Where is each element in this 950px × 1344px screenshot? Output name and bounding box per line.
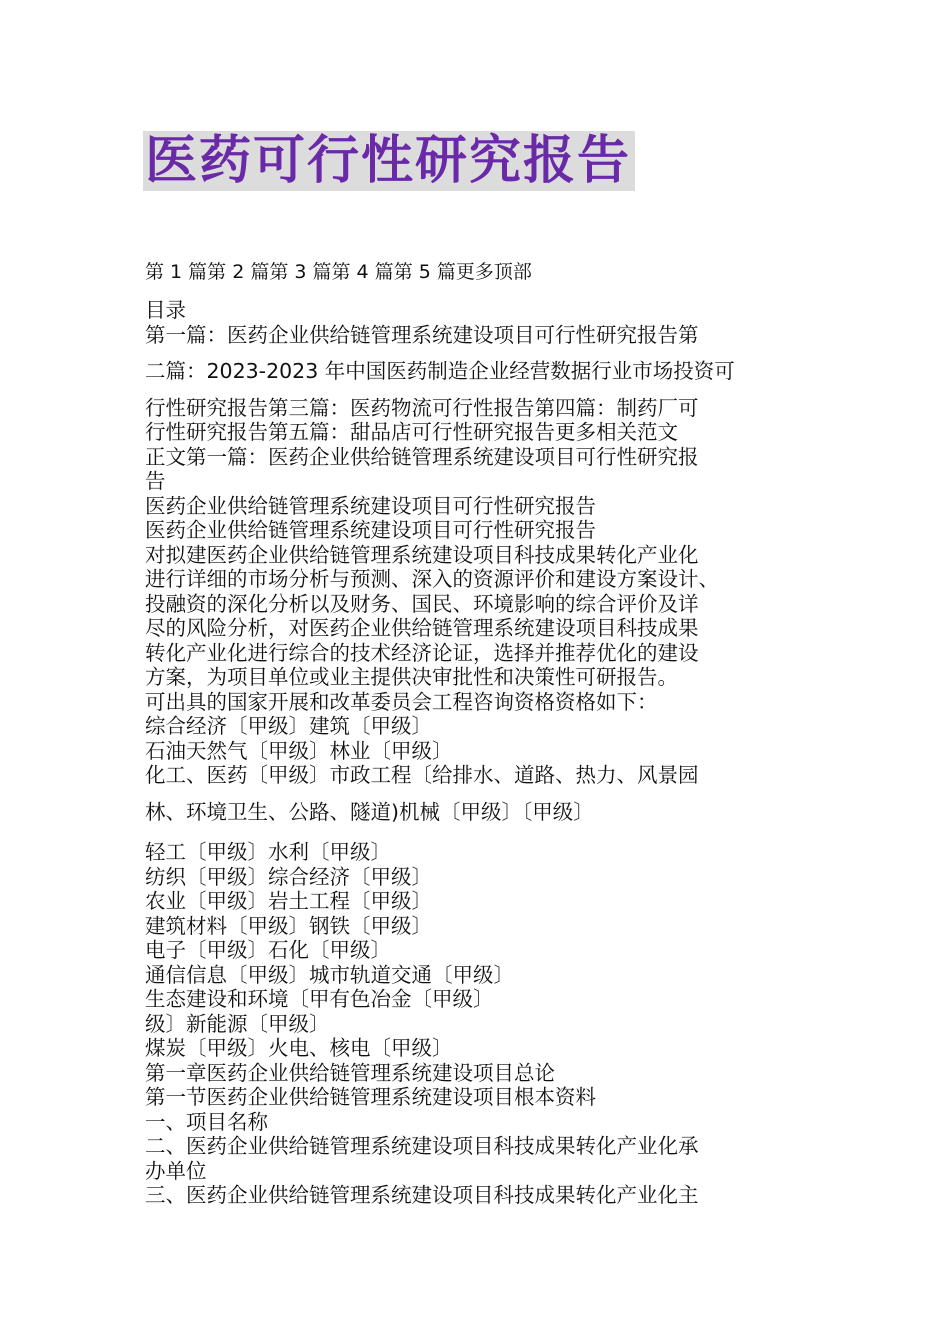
text-line: 医药企业供给链管理系统建设项目可行性研究报告 <box>145 518 596 542</box>
text-line: 化工、医药〔甲级〕市政工程〔给排水、道路、热力、风景园 <box>145 763 699 787</box>
text-line: 纺织〔甲级〕综合经济〔甲级〕 <box>145 864 432 889</box>
toc-line: 行性研究报告第三篇：医药物流可行性报告第四篇：制药厂可 <box>145 395 699 420</box>
text-line: 转化产业化进行综合的技术经济论证，选择并推荐优化的建设 <box>145 640 699 665</box>
toc-heading: 目录 <box>145 298 186 322</box>
text-line: 轻工〔甲级〕水利〔甲级〕 <box>145 840 391 864</box>
text-line: 煤炭〔甲级〕火电、核电〔甲级〕 <box>145 1036 453 1060</box>
text-line: 可出具的国家开展和改革委员会工程咨询资格资格如下： <box>145 689 658 714</box>
nav-link-part-5[interactable]: 第 5 篇 <box>393 261 456 283</box>
text-line: 通信信息〔甲级〕城市轨道交通〔甲级〕 <box>145 962 514 987</box>
chapter-nav <box>145 259 532 285</box>
toc-line: 二篇：2023-2023 年中国医药制造企业经营数据行业市场投资可 <box>145 359 735 383</box>
document-title: 医药可行性研究报告 <box>143 131 635 191</box>
text-line: 医药企业供给链管理系统建设项目可行性研究报告 <box>145 493 596 518</box>
text-line: 建筑材料〔甲级〕钢铁〔甲级〕 <box>145 913 432 938</box>
text-line: 正文第一篇：医药企业供给链管理系统建设项目可行性研究报 <box>145 444 699 469</box>
toc-line: 行性研究报告第五篇：甜品店可行性研究报告更多相关范文 <box>145 420 678 444</box>
text-line: 级〕新能源〔甲级〕 <box>145 1011 330 1036</box>
nav-link-part-1[interactable]: 第 1 篇 <box>145 261 208 283</box>
text-line: 对拟建医药企业供给链管理系统建设项目科技成果转化产业化 <box>145 542 699 567</box>
nav-link-part-3[interactable]: 第 3 篇 <box>269 261 332 283</box>
document-body <box>145 298 825 1208</box>
nav-link-top[interactable]: 顶部 <box>493 261 532 283</box>
text-line: 综合经济〔甲级〕建筑〔甲级〕 <box>145 714 432 738</box>
text-line: 第一节医药企业供给链管理系统建设项目根本资料 <box>145 1085 596 1109</box>
nav-link-part-4[interactable]: 第 4 篇 <box>331 261 394 283</box>
text-line: 方案，为项目单位或业主提供决审批性和决策性可研报告。 <box>145 665 678 689</box>
toc-line: 第一篇：医药企业供给链管理系统建设项目可行性研究报告第 <box>145 322 699 347</box>
text-line: 电子〔甲级〕石化〔甲级〕 <box>145 938 391 962</box>
text-line: 投融资的深化分析以及财务、国民、环境影响的综合评价及详 <box>145 591 699 616</box>
text-line: 进行详细的市场分析与预测、深入的资源评价和建设方案设计、 <box>145 567 719 591</box>
text-line: 告 <box>145 469 166 493</box>
text-line: 林、环境卫生、公路、隧道)机械〔甲级〕〔甲级〕 <box>145 799 594 824</box>
text-line: 尽的风险分析，对医药企业供给链管理系统建设项目科技成果 <box>145 616 699 640</box>
nav-link-more[interactable]: 更多 <box>455 261 494 283</box>
text-line: 三、医药企业供给链管理系统建设项目科技成果转化产业化主 <box>145 1183 699 1207</box>
nav-link-part-2[interactable]: 第 2 篇 <box>207 261 270 283</box>
text-line: 农业〔甲级〕岩土工程〔甲级〕 <box>145 889 432 913</box>
text-line: 办单位 <box>145 1158 207 1183</box>
text-line: 生态建设和环境〔甲有色冶金〔甲级〕 <box>145 987 494 1011</box>
text-line: 石油天然气〔甲级〕林业〔甲级〕 <box>145 738 453 763</box>
text-line: 第一章医药企业供给链管理系统建设项目总论 <box>145 1060 555 1085</box>
text-line: 一、项目名称 <box>145 1109 268 1134</box>
text-line: 二、医药企业供给链管理系统建设项目科技成果转化产业化承 <box>145 1134 699 1158</box>
